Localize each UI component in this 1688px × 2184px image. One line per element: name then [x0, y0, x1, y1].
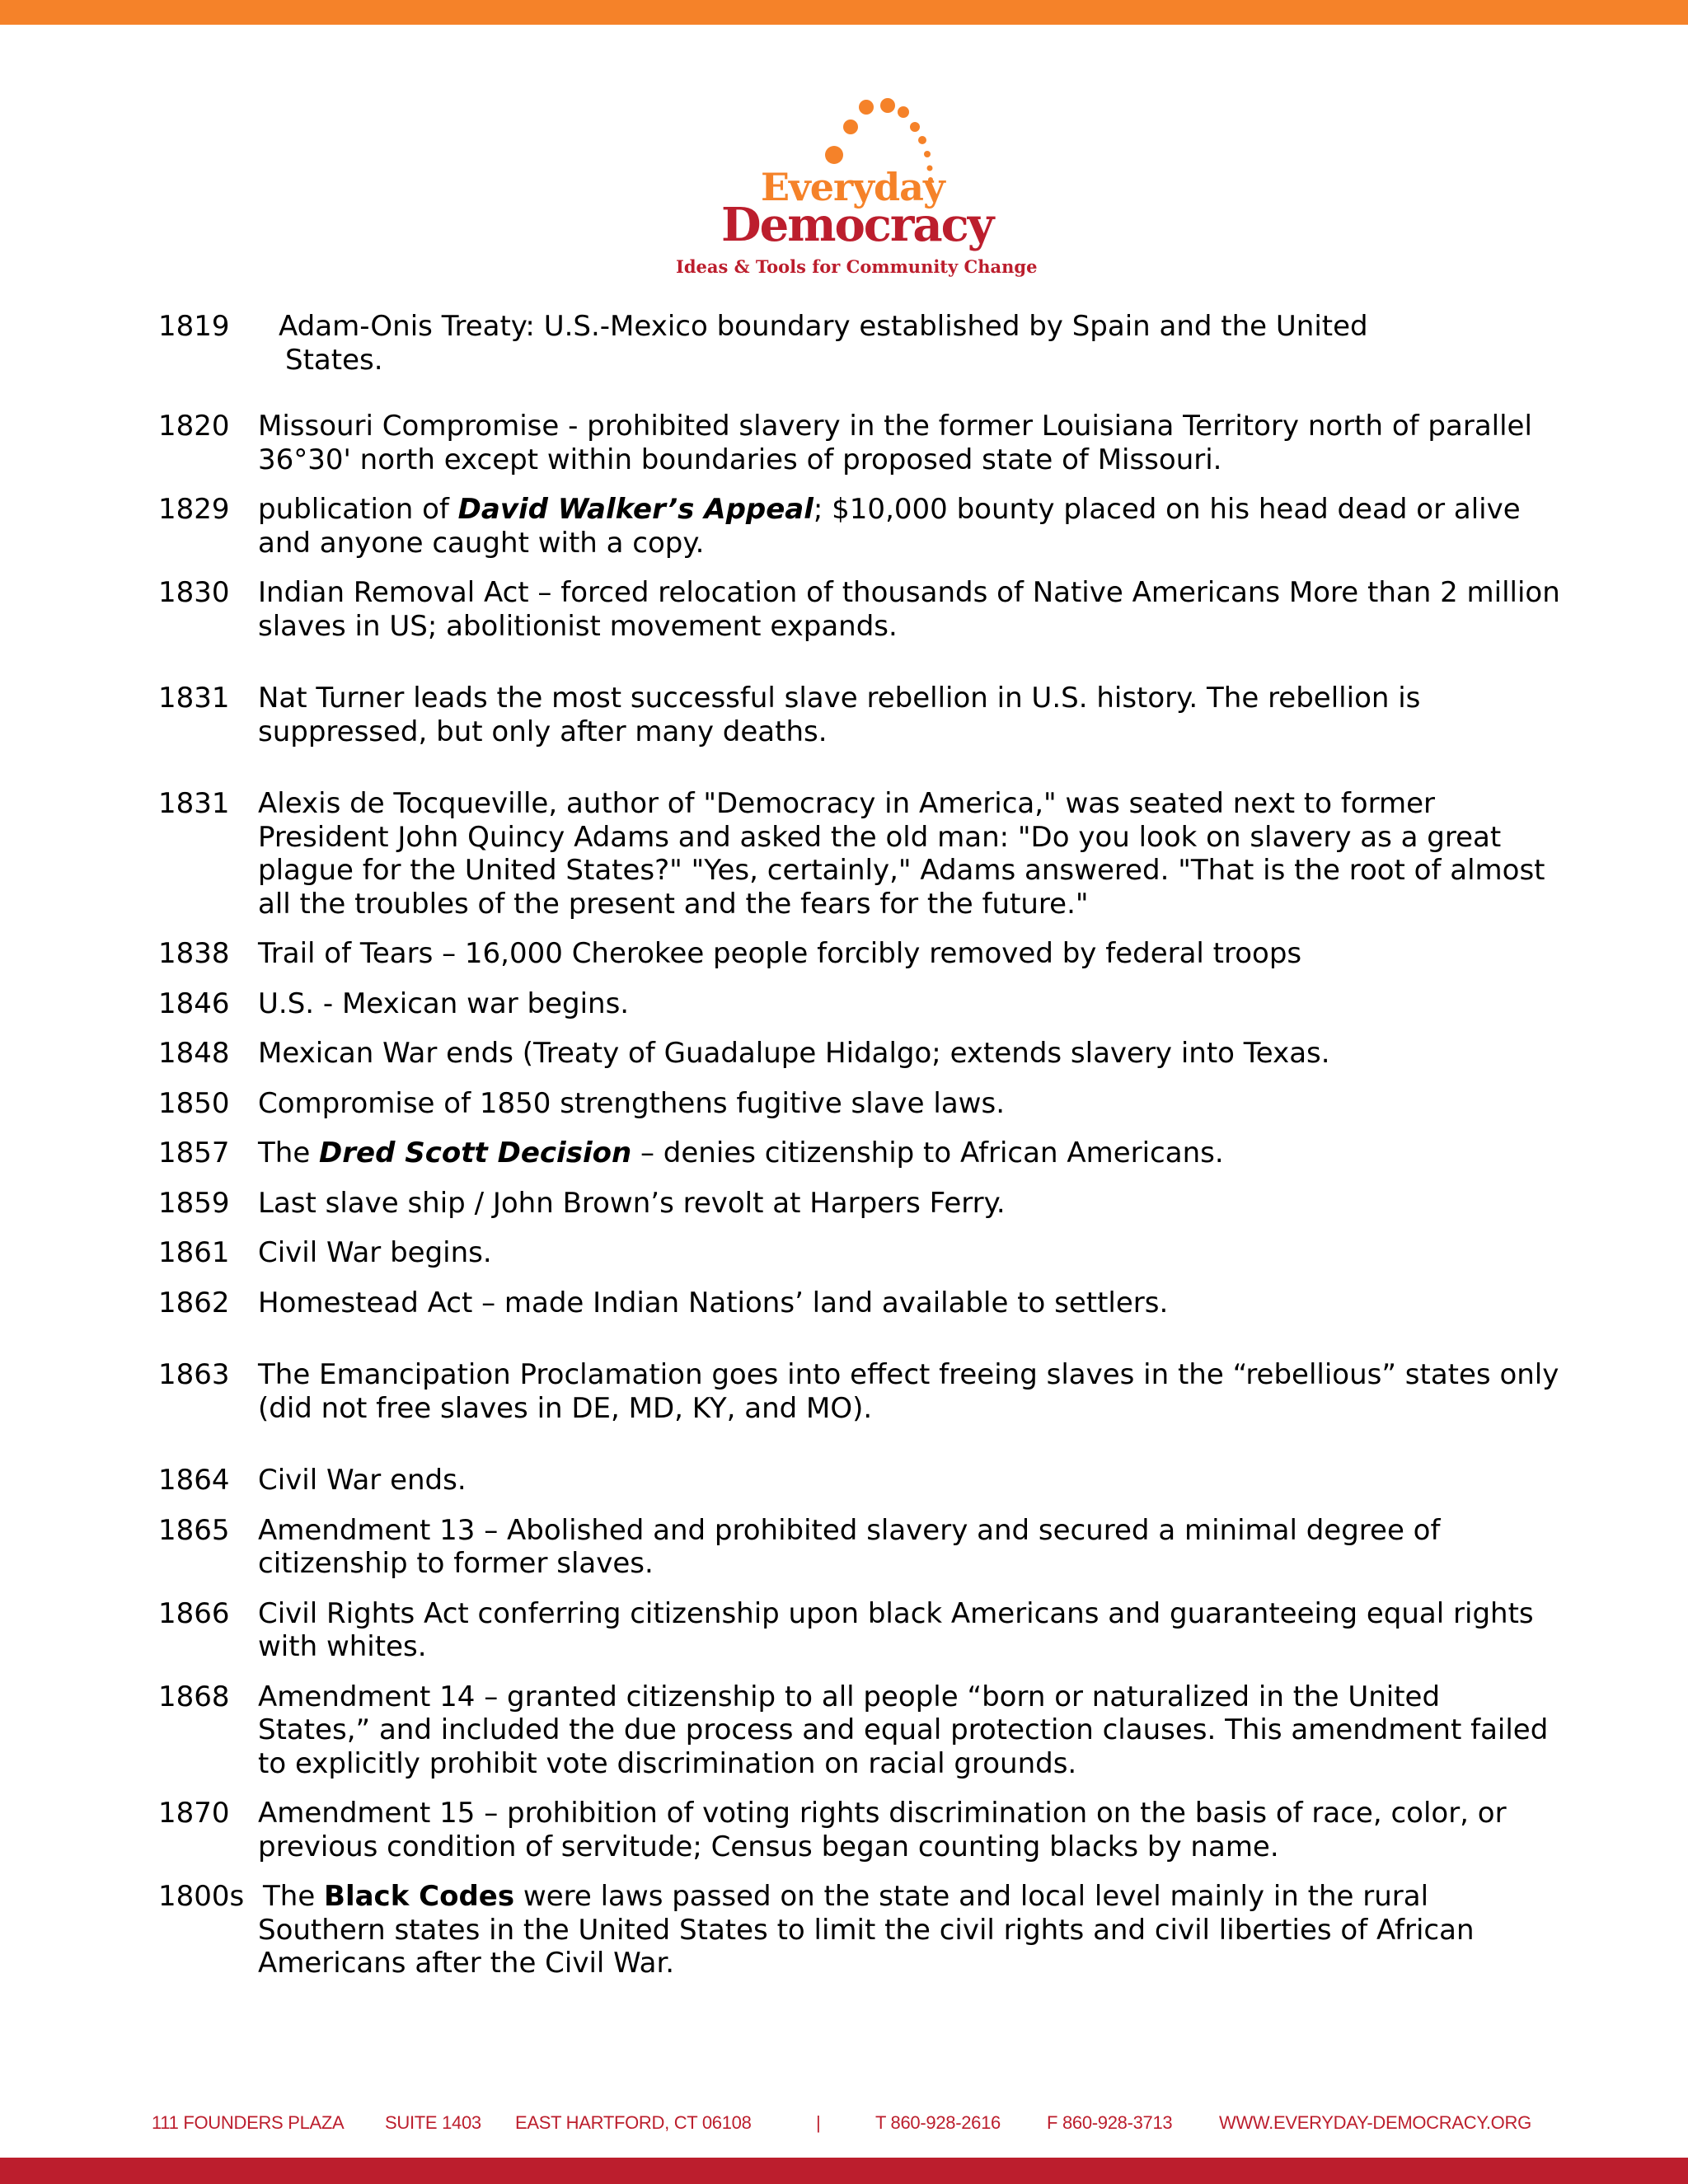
entry-year: 1863: [158, 1358, 230, 1391]
entry-text: Indian Removal Act – forced relocation of thousands of Native Americans More than 2 million slaves in US; abolitionist movement expands.: [258, 576, 1560, 643]
timeline-entry: [158, 1880, 1559, 1980]
timeline-entry: [158, 1236, 1559, 1270]
timeline-entry: [158, 1514, 1559, 1581]
timeline-entry: [158, 310, 1559, 377]
entry-text: Mexican War ends (Treaty of Guadalupe Hidalgo; extends slavery into Texas.: [258, 1037, 1330, 1070]
case-title: Dred Scott Decision: [319, 1137, 632, 1169]
entry-text: Nat Turner leads the most successful slave rebellion in U.S. history. The rebellion is suppressed, but only after many deaths.: [258, 682, 1421, 748]
entry-year: 1857: [158, 1137, 230, 1169]
entry-year: 1838: [158, 937, 230, 970]
entry-text: The Black Codes were laws passed on the state and local level mainly in the rural Southern states in the United States to limit the civil rights and civil liberties of African Americans after the Civil War.: [258, 1880, 1475, 1980]
timeline-entry: [158, 1087, 1559, 1121]
black-codes-term: Black Codes: [324, 1880, 515, 1913]
entry-text: Civil War begins.: [258, 1236, 492, 1269]
entry-text: Adam-Onis Treaty: U.S.-Mexico boundary established by Spain and the United States.: [279, 310, 1368, 377]
entry-text: Homestead Act – made Indian Nations’ land available to settlers.: [258, 1286, 1169, 1319]
timeline-entry: [158, 987, 1559, 1021]
entry-text: publication of David Walker’s Appeal; $10,000 bounty placed on his head dead or alive and anyone caught with a copy.: [258, 493, 1521, 560]
timeline-entry: [158, 937, 1559, 971]
entry-text: Amendment 13 – Abolished and prohibited slavery and secured a minimal degree of citizenship to former slaves.: [258, 1513, 1441, 1580]
entry-text: Amendment 14 – granted citizenship to all people “born or naturalized in the United States,” and included the due process and equal protection clauses. This amendment failed to explicitly prohibit vote discrimination on racial grounds.: [258, 1680, 1549, 1780]
entry-year: 1848: [158, 1037, 230, 1070]
timeline-entry: [158, 576, 1559, 643]
timeline-entry: [158, 1464, 1559, 1497]
entry-text: Last slave ship / John Brown’s revolt at Harpers Ferry.: [258, 1186, 1006, 1220]
footer-city: EAST HARTFORD, CT 06108: [515, 2112, 752, 2133]
footer-fax: F 860-928-3713: [1047, 2112, 1173, 2133]
entry-year: 1829: [158, 493, 230, 526]
entry-year: 1868: [158, 1680, 230, 1713]
bottom-accent-bar: [0, 2158, 1688, 2184]
entry-year: 1819: [158, 310, 230, 343]
top-accent-bar: [0, 0, 1688, 25]
entry-year: 1830: [158, 576, 230, 609]
timeline-entry: [158, 1597, 1559, 1664]
entry-text: Missouri Compromise - prohibited slavery in the former Louisiana Territory north of parallel 36°30' north except within boundaries of proposed state of Missouri.: [258, 410, 1532, 476]
book-title: David Walker’s Appeal: [457, 493, 814, 526]
footer-separator: |: [816, 2112, 821, 2133]
entry-year: 1865: [158, 1513, 230, 1547]
footer-suite: SUITE 1403: [385, 2112, 481, 2133]
entry-year: 1831: [158, 682, 230, 715]
footer-address: 111 FOUNDERS PLAZA: [152, 2112, 345, 2133]
entry-year: 1866: [158, 1596, 230, 1630]
timeline-entry: [158, 410, 1559, 476]
timeline-entry: [158, 493, 1559, 560]
entry-text: Trail of Tears – 16,000 Cherokee people forcibly removed by federal troops: [258, 937, 1302, 970]
entry-text: Amendment 15 – prohibition of voting rights discrimination on the basis of race, color, or previous condition of servitude; Census began counting blacks by name.: [258, 1797, 1507, 1863]
entry-text: Civil War ends.: [258, 1464, 467, 1497]
timeline-entry: [158, 1797, 1559, 1863]
entry-text: Compromise of 1850 strengthens fugitive slave laws.: [258, 1086, 1006, 1120]
entry-year: 1861: [158, 1236, 230, 1269]
timeline-entry: [158, 682, 1559, 748]
entry-year: 1831: [158, 787, 230, 820]
entry-text: Civil Rights Act conferring citizenship upon black Americans and guaranteeing equal rights with whites.: [258, 1596, 1534, 1663]
timeline-entry: [158, 1037, 1559, 1071]
timeline-entry: [158, 1680, 1559, 1781]
footer-phone: T 860-928-2616: [875, 2112, 1001, 2133]
logo-democracy-text: Democracy: [721, 198, 993, 252]
timeline-entry: [158, 1358, 1559, 1425]
entry-year: 1800s: [158, 1880, 245, 1913]
footer-website[interactable]: WWW.EVERYDAY-DEMOCRACY.ORG: [1219, 2112, 1531, 2133]
timeline-entry: [158, 1137, 1559, 1170]
entry-year: 1862: [158, 1286, 230, 1319]
entry-year: 1859: [158, 1186, 230, 1220]
timeline-list: [158, 310, 1559, 1980]
entry-year: 1850: [158, 1086, 230, 1120]
timeline-entry: [158, 787, 1559, 921]
entry-text: The Emancipation Proclamation goes into effect freeing slaves in the “rebellious” states only (did not free slaves in DE, MD, KY, and MO).: [258, 1358, 1559, 1425]
entry-text: The Dred Scott Decision – denies citizenship to African Americans.: [258, 1137, 1224, 1169]
entry-text: Alexis de Tocqueville, author of "Democracy in America," was seated next to former President John Quincy Adams and asked the old man: "Do you look on slavery as a great plague for the United States?" "Yes, certainly," Adams answered. "That is the root of almost all the troubles of the present and the fears for the future.": [258, 787, 1545, 921]
entry-text: U.S. - Mexican war begins.: [258, 987, 630, 1020]
entry-year: 1864: [158, 1464, 230, 1497]
entry-year: 1820: [158, 410, 230, 443]
timeline-entry: [158, 1187, 1559, 1221]
logo-tagline: Ideas & Tools for Community Change: [676, 256, 1038, 277]
timeline-entry: [158, 1286, 1559, 1320]
logo-everyday-text: Everyday: [761, 165, 945, 209]
entry-year: 1846: [158, 987, 230, 1020]
everyday-democracy-logo: [676, 89, 1047, 287]
entry-year: 1870: [158, 1797, 230, 1830]
